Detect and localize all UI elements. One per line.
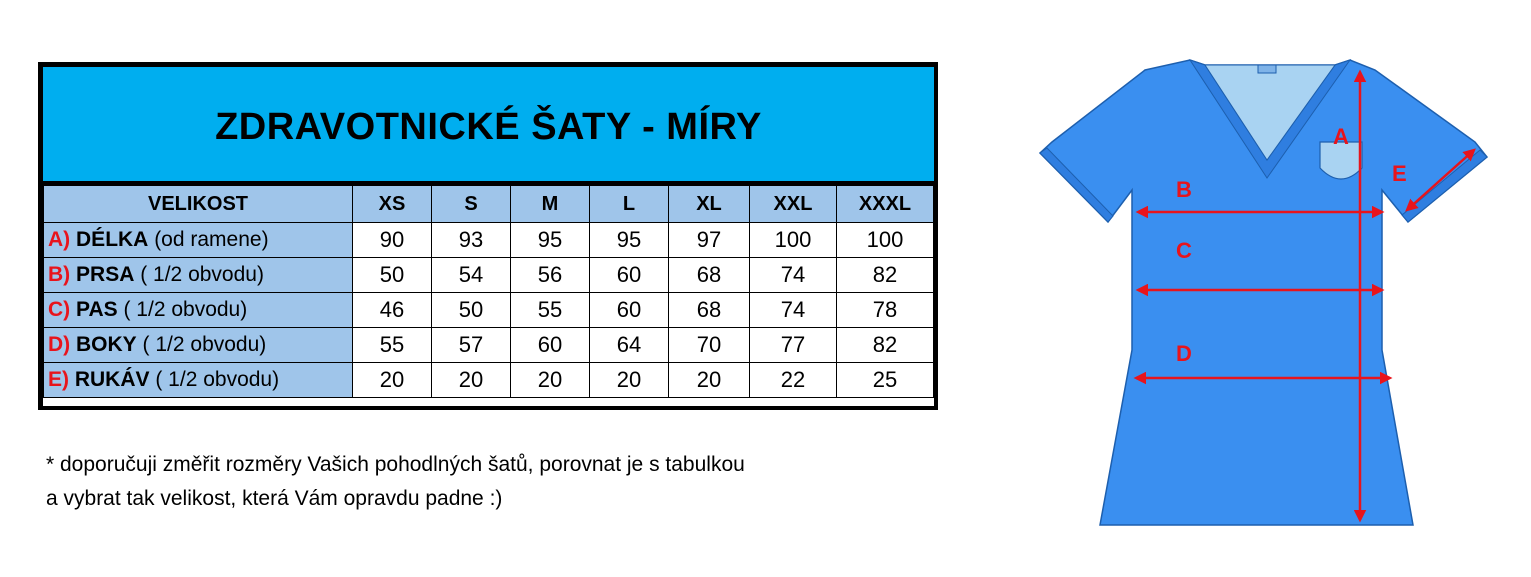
table-row bbox=[44, 328, 934, 363]
table-cell: 95 bbox=[590, 223, 669, 258]
table-cell: 20 bbox=[590, 363, 669, 398]
table-cell: 97 bbox=[669, 223, 750, 258]
table-cell: 20 bbox=[432, 363, 511, 398]
table-row bbox=[44, 258, 934, 293]
label-c: C bbox=[1176, 238, 1192, 263]
table-cell: 68 bbox=[669, 293, 750, 328]
table-cell: 93 bbox=[432, 223, 511, 258]
row-name: PRSA bbox=[76, 263, 135, 286]
table-row bbox=[44, 293, 934, 328]
measurement-note bbox=[46, 448, 946, 516]
row-name: PAS bbox=[76, 298, 118, 321]
header-velikost: VELIKOST bbox=[44, 186, 353, 223]
header-size-xl: XL bbox=[669, 186, 750, 223]
label-a: A bbox=[1333, 124, 1349, 149]
header-size-l: L bbox=[590, 186, 669, 223]
table-cell: 56 bbox=[511, 258, 590, 293]
table-cell: 55 bbox=[353, 328, 432, 363]
table-cell: 46 bbox=[353, 293, 432, 328]
table-cell: 50 bbox=[432, 293, 511, 328]
label-e: E bbox=[1392, 161, 1407, 186]
table-cell: 25 bbox=[837, 363, 934, 398]
header-size-xxl: XXL bbox=[750, 186, 837, 223]
table-cell: 74 bbox=[750, 293, 837, 328]
table-cell: 68 bbox=[669, 258, 750, 293]
table-cell: 20 bbox=[511, 363, 590, 398]
note-line-1: * doporučuji změřit rozměry Vašich pohodlných šatů, porovnat je s tabulkou bbox=[46, 453, 745, 476]
table-cell: 95 bbox=[511, 223, 590, 258]
row-label-prsa bbox=[44, 258, 353, 293]
row-letter: D) bbox=[48, 333, 71, 356]
dress-measurement-diagram bbox=[1030, 50, 1530, 540]
row-note: ( 1/2 obvodu) bbox=[134, 263, 264, 286]
row-note: ( 1/2 obvodu) bbox=[117, 298, 248, 321]
table-cell: 55 bbox=[511, 293, 590, 328]
table-cell: 82 bbox=[837, 328, 934, 363]
table-cell: 77 bbox=[750, 328, 837, 363]
row-note: ( 1/2 obvodu) bbox=[136, 333, 267, 356]
note-line-2: a vybrat tak velikost, která Vám opravdu padne :) bbox=[46, 487, 503, 510]
row-letter: B) bbox=[48, 263, 71, 286]
table-cell: 60 bbox=[590, 258, 669, 293]
header-size-s: S bbox=[432, 186, 511, 223]
size-table bbox=[43, 185, 934, 398]
table-cell: 20 bbox=[353, 363, 432, 398]
table-cell: 90 bbox=[353, 223, 432, 258]
dress-body bbox=[1040, 60, 1487, 525]
size-table-frame bbox=[38, 62, 938, 410]
row-label-boky bbox=[44, 328, 353, 363]
row-letter: E) bbox=[48, 368, 69, 391]
label-b: B bbox=[1176, 177, 1192, 202]
table-row bbox=[44, 363, 934, 398]
header-size-xs: XS bbox=[353, 186, 432, 223]
header-size-xxxl: XXXL bbox=[837, 186, 934, 223]
table-title-bar bbox=[43, 67, 934, 185]
table-cell: 60 bbox=[511, 328, 590, 363]
row-label-pas bbox=[44, 293, 353, 328]
table-cell: 100 bbox=[750, 223, 837, 258]
row-label-delka bbox=[44, 223, 353, 258]
table-cell: 54 bbox=[432, 258, 511, 293]
row-name: BOKY bbox=[76, 333, 137, 356]
table-cell: 74 bbox=[750, 258, 837, 293]
collar-tag bbox=[1258, 65, 1276, 73]
row-letter: C) bbox=[48, 298, 71, 321]
table-cell: 60 bbox=[590, 293, 669, 328]
table-cell: 20 bbox=[669, 363, 750, 398]
table-cell: 50 bbox=[353, 258, 432, 293]
row-note: ( 1/2 obvodu) bbox=[149, 368, 280, 391]
table-cell: 57 bbox=[432, 328, 511, 363]
row-letter: A) bbox=[48, 228, 71, 251]
row-label-rukav bbox=[44, 363, 353, 398]
table-row bbox=[44, 223, 934, 258]
table-cell: 64 bbox=[590, 328, 669, 363]
table-title: ZDRAVOTNICKÉ ŠATY - MÍRY bbox=[215, 105, 762, 148]
table-cell: 70 bbox=[669, 328, 750, 363]
row-name: RUKÁV bbox=[74, 368, 150, 391]
table-header-row bbox=[44, 186, 934, 223]
table-cell: 78 bbox=[837, 293, 934, 328]
row-note: (od ramene) bbox=[148, 228, 269, 251]
table-cell: 82 bbox=[837, 258, 934, 293]
row-name: DÉLKA bbox=[76, 228, 149, 251]
header-size-m: M bbox=[511, 186, 590, 223]
label-d: D bbox=[1176, 341, 1192, 366]
table-cell: 22 bbox=[750, 363, 837, 398]
table-cell: 100 bbox=[837, 223, 934, 258]
